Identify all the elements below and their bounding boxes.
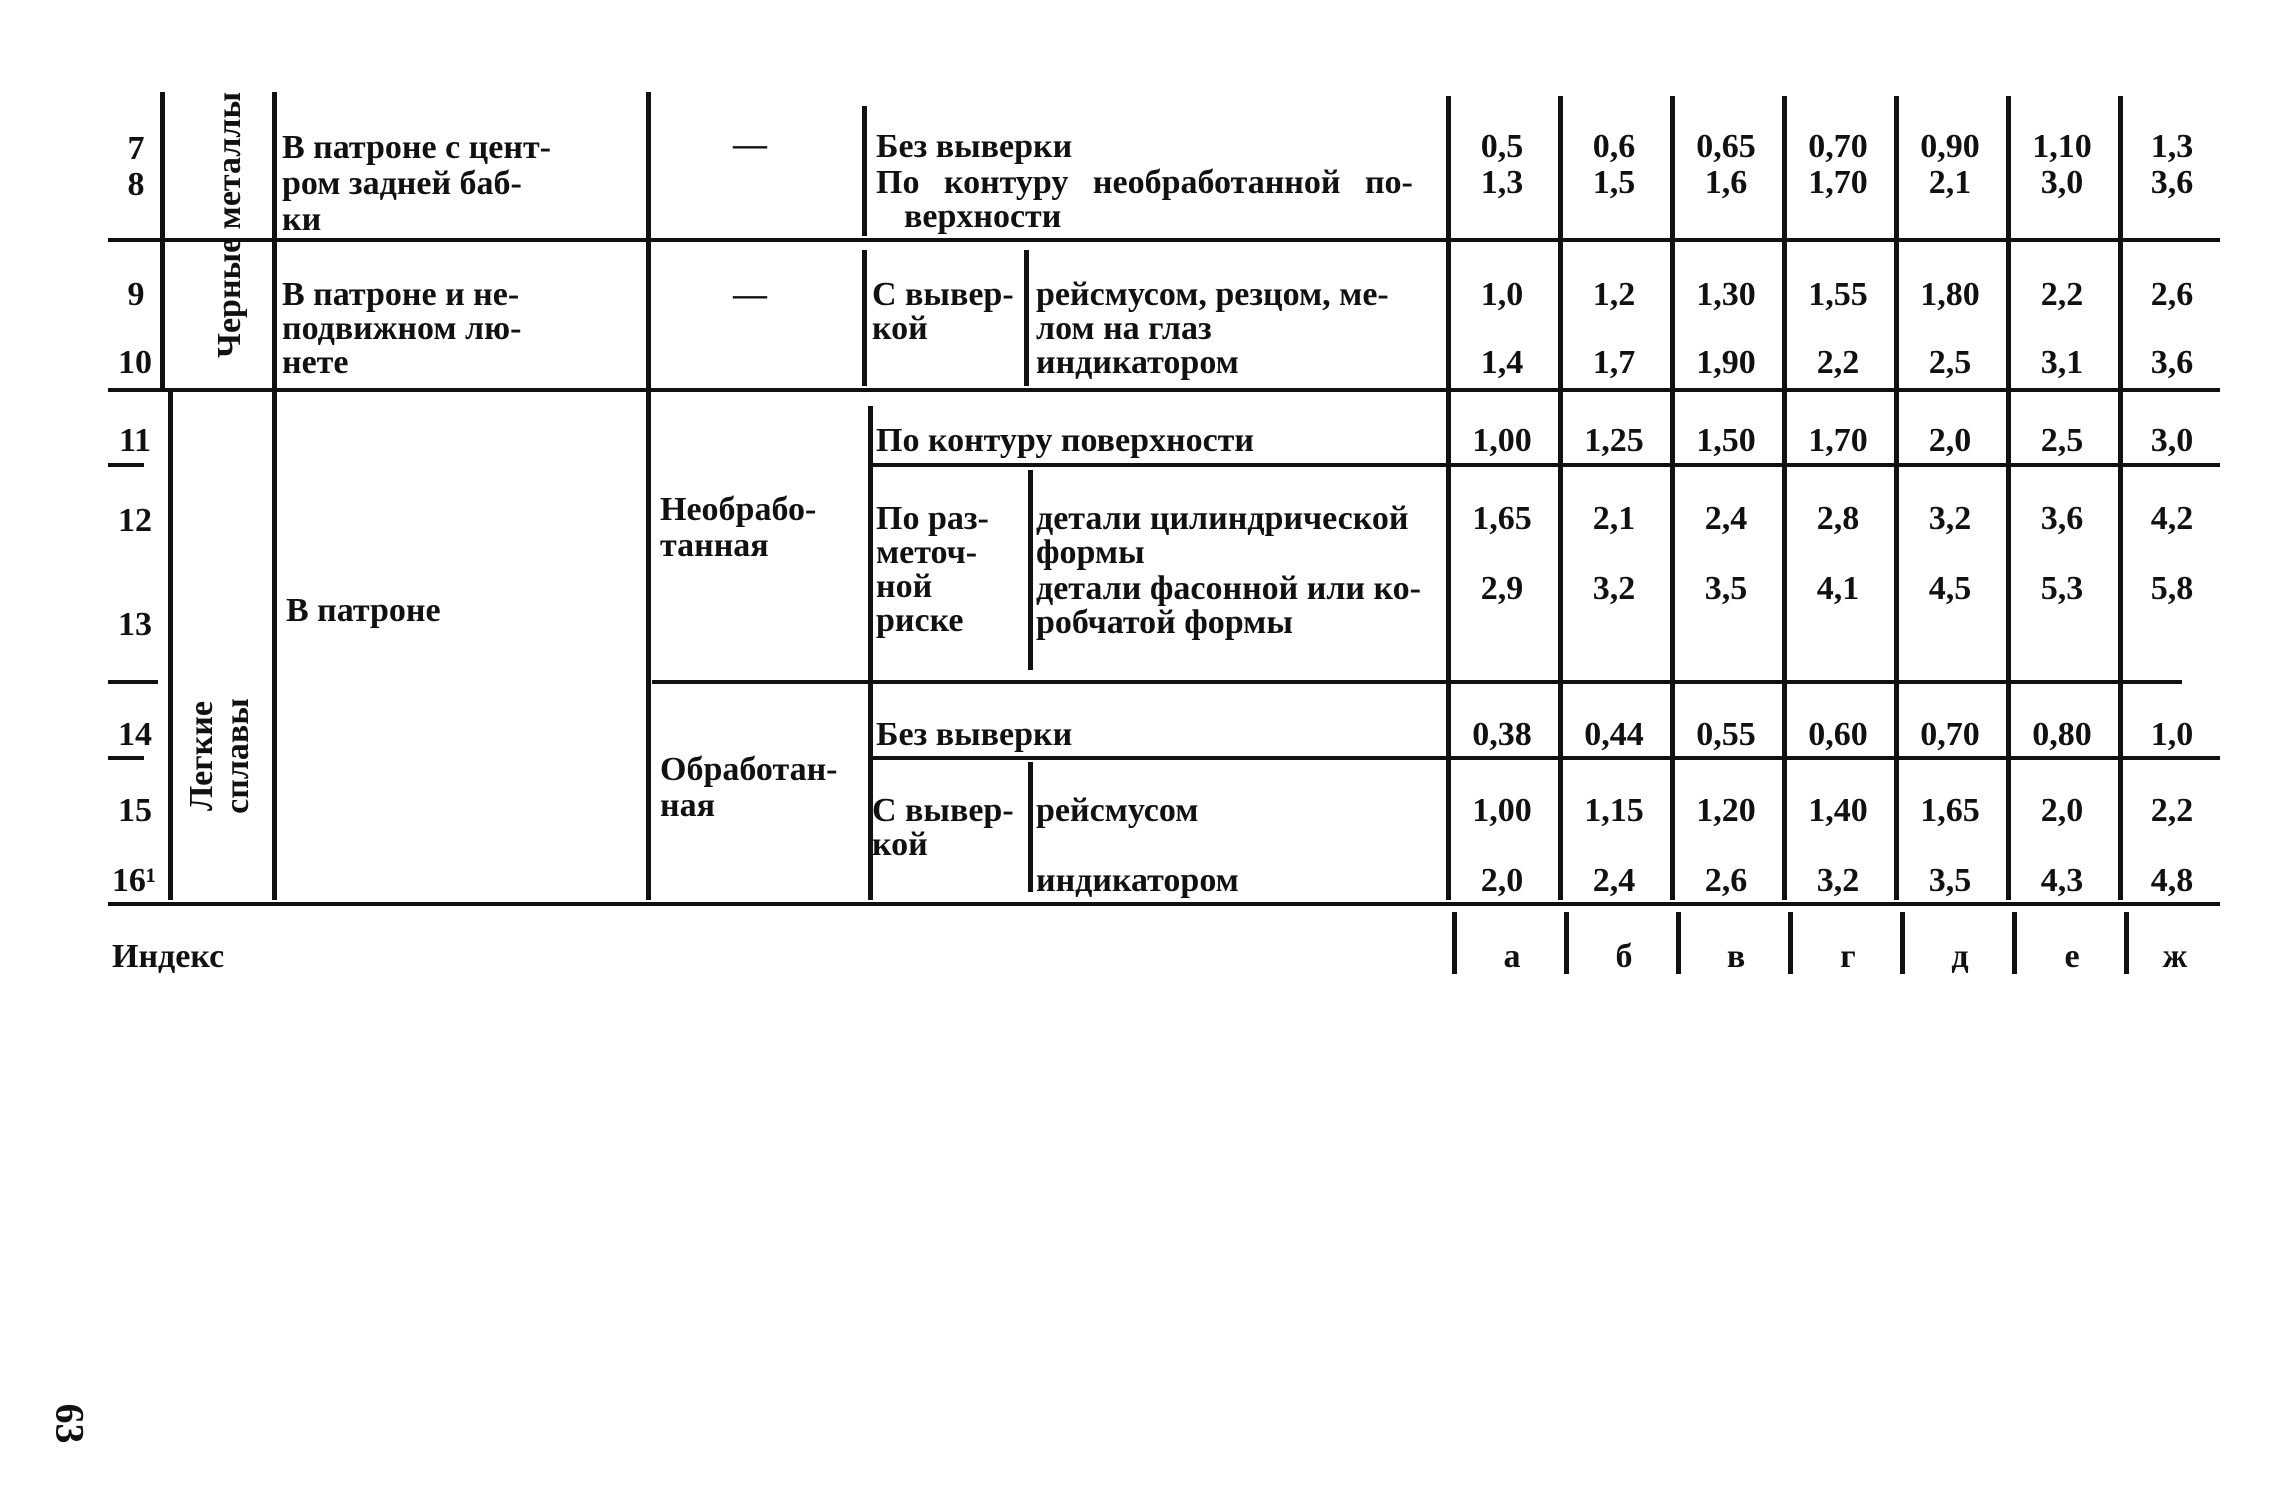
method-line: Без выверки bbox=[876, 716, 1073, 753]
value-cell: 3,5 bbox=[1928, 862, 1972, 899]
value-cell: 0,65 bbox=[1696, 128, 1756, 165]
value-cell: 1,20 bbox=[1696, 792, 1756, 829]
value-cell: 1,2 bbox=[1592, 276, 1636, 313]
value-cell: 3,0 bbox=[2040, 164, 2084, 201]
surface-cell: Необрабо- танная bbox=[660, 491, 817, 564]
col-rule-surface bbox=[862, 106, 867, 236]
sub-method-cell: рейсмусом, резцом, ме- лом на глаз bbox=[1036, 276, 1389, 347]
index-letter: е bbox=[2064, 938, 2080, 975]
value-cell: 2,8 bbox=[1816, 500, 1860, 537]
method-line: По контуру поверхности bbox=[876, 422, 1254, 459]
value-cell: 5,8 bbox=[2150, 570, 2194, 607]
row-number: 11 bbox=[118, 422, 152, 459]
setting-cell: В патроне и не- подвижном лю- нете bbox=[282, 276, 522, 381]
page-number: 63 bbox=[47, 1403, 93, 1444]
index-rule-e bbox=[1900, 912, 1905, 974]
value-cell: 4,2 bbox=[2150, 500, 2194, 537]
value-cell: 0,70 bbox=[1808, 128, 1868, 165]
value-cell: 3,2 bbox=[1928, 500, 1972, 537]
value-cell: 1,65 bbox=[1472, 500, 1532, 537]
value-cell: 1,90 bbox=[1696, 344, 1756, 381]
value-cell: 1,7 bbox=[1592, 344, 1636, 381]
value-cell: 5,3 bbox=[2040, 570, 2084, 607]
col-rule-c bbox=[1670, 96, 1675, 900]
sub-method-cell: индикатором bbox=[1036, 344, 1239, 381]
value-cell: 4,8 bbox=[2150, 862, 2194, 899]
value-cell: 2,6 bbox=[2150, 276, 2194, 313]
value-cell: 4,3 bbox=[2040, 862, 2084, 899]
index-rule-f bbox=[2012, 912, 2017, 974]
value-cell: 2,2 bbox=[2040, 276, 2084, 313]
row-number: 8 bbox=[127, 166, 145, 203]
value-cell: 1,30 bbox=[1696, 276, 1756, 313]
col-rule-d bbox=[1782, 96, 1787, 900]
rule-after-row16 bbox=[108, 902, 2220, 906]
value-cell: 1,25 bbox=[1584, 422, 1644, 459]
col-rule-f bbox=[2006, 96, 2011, 900]
col-rule-method-sub-b bbox=[1028, 470, 1033, 670]
row-number: 16¹ bbox=[111, 862, 157, 899]
col-rule-setting bbox=[646, 92, 651, 900]
col-rule-a bbox=[1446, 96, 1451, 900]
value-cell: 1,70 bbox=[1808, 422, 1868, 459]
index-letter: ж bbox=[2162, 938, 2188, 975]
value-cell: 0,55 bbox=[1696, 716, 1756, 753]
value-cell: 1,00 bbox=[1472, 792, 1532, 829]
index-rule-g bbox=[2124, 912, 2129, 974]
value-cell: 2,5 bbox=[2040, 422, 2084, 459]
col-rule-g bbox=[2118, 96, 2123, 900]
value-cell: 0,44 bbox=[1584, 716, 1644, 753]
surface-dash: — bbox=[733, 126, 767, 163]
setting-cell: В патроне с цент- ром задней баб- ки bbox=[282, 129, 551, 238]
value-cell: 1,5 bbox=[1592, 164, 1636, 201]
value-cell: 3,2 bbox=[1592, 570, 1636, 607]
rule-after-row14-right bbox=[868, 756, 2220, 760]
row-number: 15 bbox=[118, 792, 152, 829]
rule-after-row14 bbox=[108, 756, 144, 760]
group-label-black-metals: Черные металлы bbox=[211, 91, 248, 358]
row-number: 14 bbox=[118, 716, 152, 753]
surface-cell: Обработан- ная bbox=[660, 751, 838, 824]
method-cell: По раз- меточ- ной риске bbox=[876, 500, 989, 639]
value-cell: 1,00 bbox=[1472, 422, 1532, 459]
value-cell: 1,4 bbox=[1480, 344, 1524, 381]
index-letter: в bbox=[1726, 938, 1746, 975]
value-cell: 1,3 bbox=[1480, 164, 1524, 201]
index-rule-c bbox=[1676, 912, 1681, 974]
value-cell: 2,2 bbox=[1816, 344, 1860, 381]
index-letter: г bbox=[1840, 938, 1856, 975]
method-line: По контуру необработанной по- bbox=[876, 164, 1413, 201]
value-cell: 3,6 bbox=[2040, 500, 2084, 537]
rule-after-row8 bbox=[108, 238, 2220, 242]
value-cell: 0,38 bbox=[1472, 716, 1532, 753]
index-letter: д bbox=[1951, 938, 1969, 975]
row-number: 13 bbox=[118, 606, 152, 643]
row-number: 9 bbox=[127, 276, 145, 313]
rule-after-row11 bbox=[108, 463, 144, 467]
method-cell: С вывер- кой bbox=[872, 792, 1014, 863]
value-cell: 4,5 bbox=[1928, 570, 1972, 607]
value-cell: 4,1 bbox=[1816, 570, 1860, 607]
value-cell: 2,2 bbox=[2150, 792, 2194, 829]
rule-after-row13-right bbox=[652, 680, 2182, 684]
sub-method-cell: индикатором bbox=[1036, 862, 1239, 899]
value-cell: 0,80 bbox=[2032, 716, 2092, 753]
row-number: 7 bbox=[127, 130, 145, 167]
row-number: 10 bbox=[118, 344, 152, 381]
col-rule-b bbox=[1558, 96, 1563, 900]
index-rule-a bbox=[1452, 912, 1457, 974]
value-cell: 2,9 bbox=[1480, 570, 1524, 607]
value-cell: 0,6 bbox=[1592, 128, 1636, 165]
value-cell: 1,3 bbox=[2150, 128, 2194, 165]
value-cell: 1,6 bbox=[1704, 164, 1748, 201]
setting-cell: В патроне bbox=[286, 592, 441, 629]
value-cell: 2,0 bbox=[1480, 862, 1524, 899]
value-cell: 3,1 bbox=[2040, 344, 2084, 381]
col-rule-method-sub-a bbox=[1024, 250, 1029, 386]
value-cell: 2,1 bbox=[1928, 164, 1972, 201]
surface-dash: — bbox=[733, 276, 767, 313]
rule-after-row10 bbox=[108, 388, 2220, 392]
value-cell: 1,80 bbox=[1920, 276, 1980, 313]
col-rule-num-light bbox=[168, 390, 173, 900]
col-rule-num bbox=[160, 92, 165, 390]
index-letter: б bbox=[1615, 938, 1633, 975]
value-cell: 2,1 bbox=[1592, 500, 1636, 537]
row-number: 12 bbox=[118, 502, 152, 539]
value-cell: 0,70 bbox=[1920, 716, 1980, 753]
value-cell: 2,5 bbox=[1928, 344, 1972, 381]
value-cell: 2,4 bbox=[1592, 862, 1636, 899]
col-rule-group bbox=[272, 92, 277, 900]
index-letter: а bbox=[1503, 938, 1521, 975]
index-rule-b bbox=[1564, 912, 1569, 974]
value-cell: 3,6 bbox=[2150, 344, 2194, 381]
value-cell: 2,4 bbox=[1704, 500, 1748, 537]
value-cell: 3,6 bbox=[2150, 164, 2194, 201]
sub-method-cell: детали фасонной или ко- робчатой формы bbox=[1036, 570, 1421, 641]
value-cell: 1,10 bbox=[2032, 128, 2092, 165]
value-cell: 1,40 bbox=[1808, 792, 1868, 829]
method-line: верхности bbox=[904, 198, 1062, 235]
value-cell: 1,0 bbox=[1480, 276, 1524, 313]
value-cell: 0,5 bbox=[1480, 128, 1524, 165]
col-rule-method-sub-c bbox=[1028, 762, 1033, 892]
rule-after-row11-right bbox=[868, 463, 2220, 467]
value-cell: 2,0 bbox=[2040, 792, 2084, 829]
index-rule-d bbox=[1788, 912, 1793, 974]
value-cell: 2,0 bbox=[1928, 422, 1972, 459]
sub-method-cell: детали цилиндрической формы bbox=[1036, 500, 1409, 571]
col-rule-e bbox=[1894, 96, 1899, 900]
value-cell: 1,55 bbox=[1808, 276, 1868, 313]
method-cell: С вывер- кой bbox=[872, 276, 1014, 347]
value-cell: 1,0 bbox=[2150, 716, 2194, 753]
value-cell: 1,65 bbox=[1920, 792, 1980, 829]
value-cell: 2,6 bbox=[1704, 862, 1748, 899]
value-cell: 3,2 bbox=[1816, 862, 1860, 899]
value-cell: 0,90 bbox=[1920, 128, 1980, 165]
value-cell: 1,70 bbox=[1808, 164, 1868, 201]
value-cell: 3,5 bbox=[1704, 570, 1748, 607]
value-cell: 1,15 bbox=[1584, 792, 1644, 829]
rule-after-row13 bbox=[108, 680, 158, 684]
value-cell: 0,60 bbox=[1808, 716, 1868, 753]
index-label: Индекс bbox=[112, 938, 225, 975]
value-cell: 3,0 bbox=[2150, 422, 2194, 459]
sub-method-cell: рейсмусом bbox=[1036, 792, 1199, 829]
method-line: Без выверки bbox=[876, 128, 1073, 165]
col-rule-surface-2 bbox=[862, 250, 867, 386]
group-label-light-alloys: Легкие сплавы bbox=[183, 698, 256, 814]
value-cell: 1,50 bbox=[1696, 422, 1756, 459]
